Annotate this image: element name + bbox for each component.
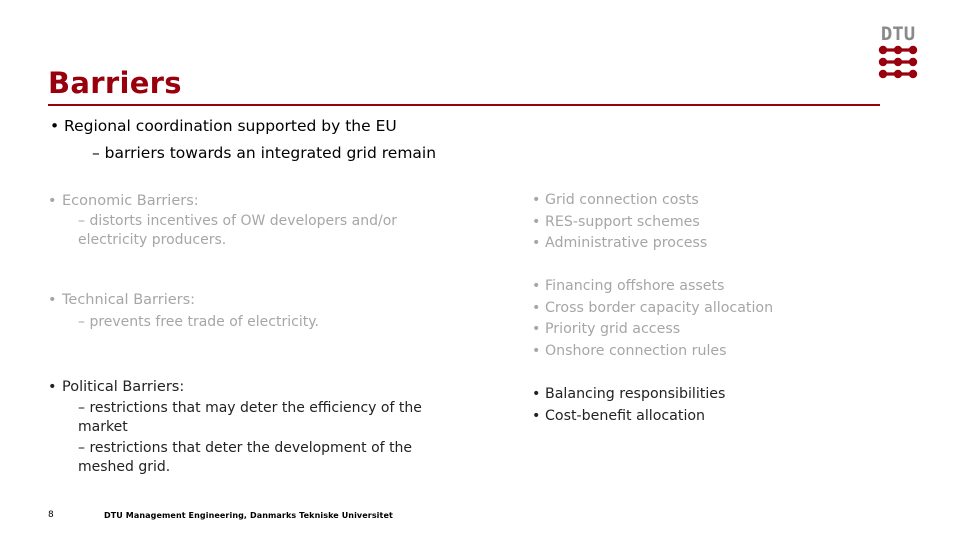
political-barriers-detail-1: – restrictions that may deter the efficiency of the market xyxy=(78,400,422,435)
list-item: • Priority grid access xyxy=(532,321,681,338)
list-item: • Grid connection costs xyxy=(532,192,699,208)
list-item: • Administrative process xyxy=(532,235,708,252)
intro-bullet: • Regional coordination supported by the EU xyxy=(50,117,397,135)
footer-text: DTU Management Engineering, Danmarks Tekniske Universitet xyxy=(104,511,393,520)
dtu-logo xyxy=(878,20,918,80)
technical-barriers-heading: • Technical Barriers: xyxy=(48,292,196,308)
page-title: Barriers xyxy=(48,66,182,100)
title-divider xyxy=(48,104,880,106)
list-item: • Cross border capacity allocation xyxy=(532,299,774,316)
intro-sub-bullet: – barriers towards an integrated grid remain xyxy=(92,144,437,162)
political-barriers-detail-2: – restrictions that deter the development of the meshed grid. xyxy=(78,440,413,475)
technical-barriers-list xyxy=(532,276,773,362)
logo-text: DTU xyxy=(880,23,916,45)
economic-barriers-heading: • Economic Barriers: xyxy=(48,193,199,209)
political-barriers-list xyxy=(532,384,725,427)
list-item: • Financing offshore assets xyxy=(532,278,725,294)
economic-barriers-list xyxy=(532,190,707,255)
list-item: • Onshore connection rules xyxy=(532,342,727,359)
technical-barriers-detail: – prevents free trade of electricity. xyxy=(78,314,319,330)
economic-barriers-detail: – distorts incentives of OW developers and/or electricity producers. xyxy=(78,213,398,248)
list-item: • Cost-benefit allocation xyxy=(532,407,706,424)
political-barriers-heading: • Political Barriers: xyxy=(48,379,185,395)
page-number: 8 xyxy=(48,510,54,520)
list-item: • RES-support schemes xyxy=(532,213,700,230)
list-item: • Balancing responsibilities xyxy=(532,386,726,402)
